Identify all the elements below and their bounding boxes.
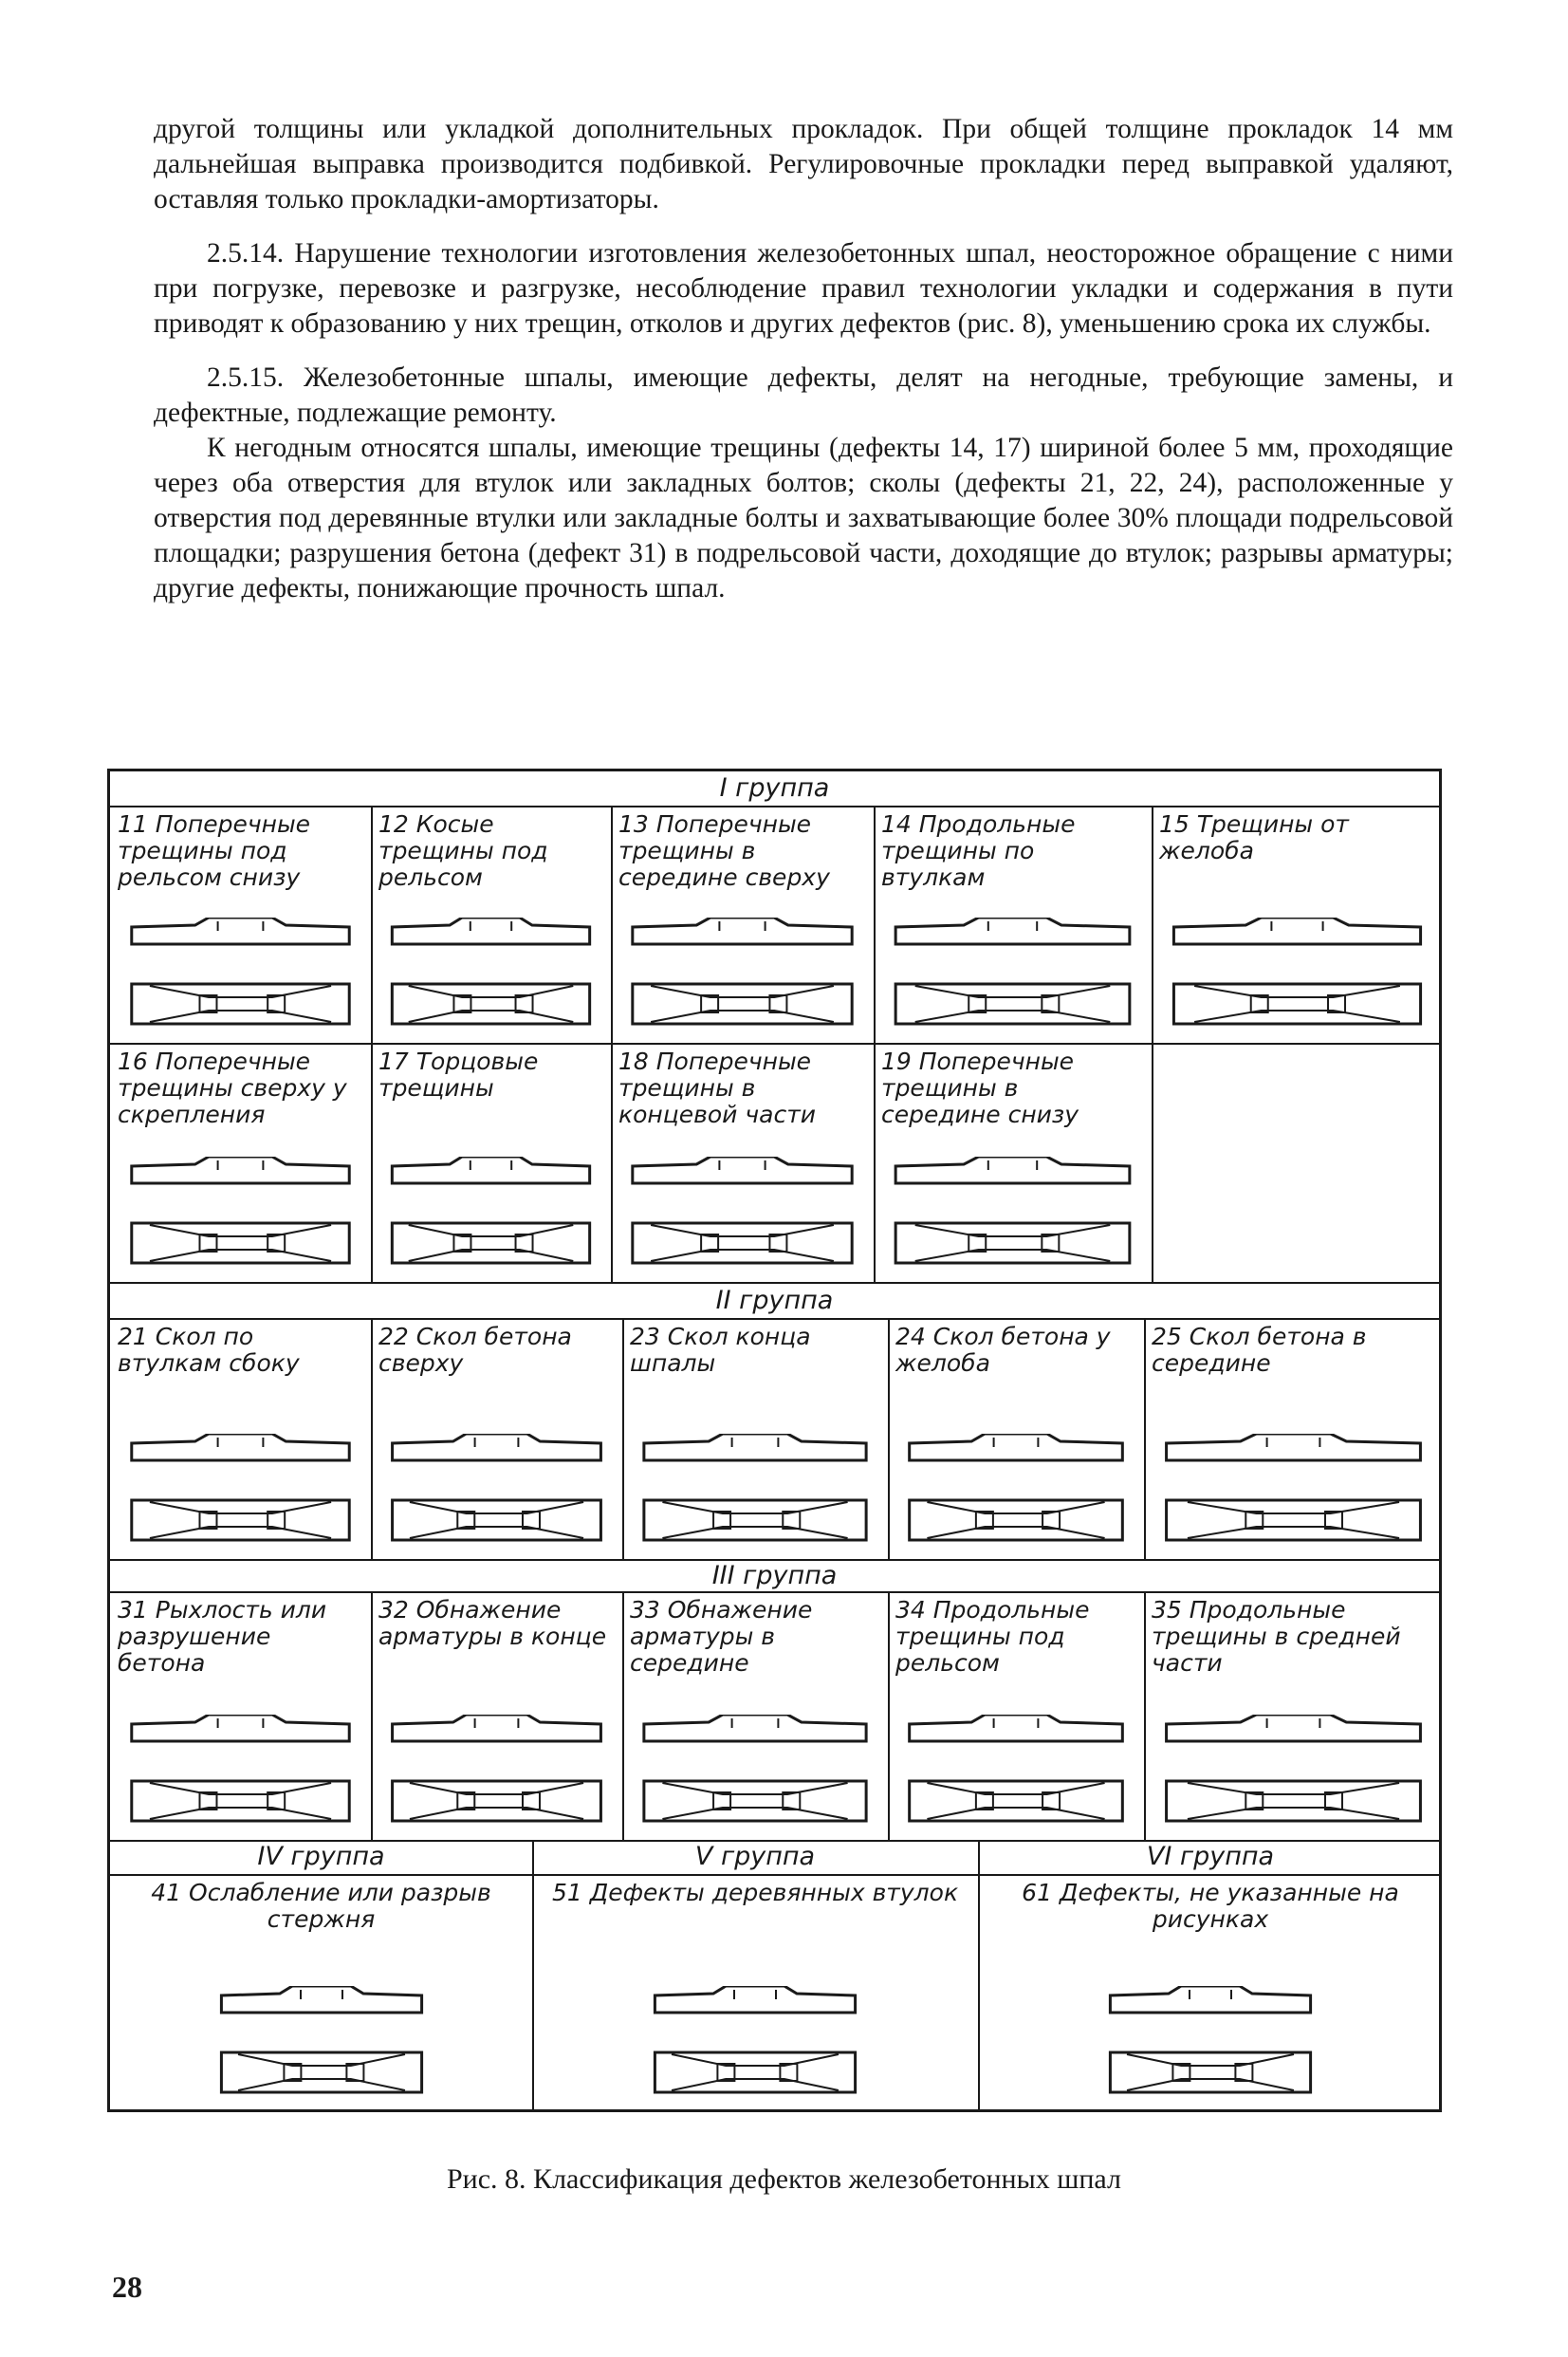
defect-label: 34 Продольные трещины под рельсом	[895, 1596, 1090, 1677]
tie-taper-lines	[1188, 1783, 1399, 1819]
sleeper-drawing	[905, 1715, 1127, 1838]
tie-taper-lines	[1127, 2054, 1294, 2090]
defect-label: 18 Поперечные трещины в концевой части	[618, 1048, 817, 1128]
defect-label: 14 Продольные трещины по втулкам	[881, 810, 1076, 891]
defect-cell	[371, 1043, 611, 1282]
sleeper-drawing	[388, 918, 594, 1041]
defect-cell	[622, 1591, 888, 1840]
tie-taper-lines	[150, 1225, 331, 1261]
tie-side-view	[393, 1434, 601, 1460]
tie-taper-lines	[238, 2054, 405, 2090]
sleeper-drawing	[1106, 1986, 1315, 2109]
defects-figure	[107, 769, 1442, 2112]
group-1-header: I группа	[719, 773, 830, 803]
sleeper-drawing	[639, 1715, 871, 1838]
tie-side-view	[132, 1715, 349, 1741]
tie-side-view	[132, 1434, 349, 1460]
defect-cell	[611, 1043, 874, 1282]
tie-taper-lines	[651, 986, 834, 1022]
tie-plan-view	[895, 984, 1130, 1024]
defect-cell	[371, 806, 611, 1043]
defect-label: 31 Рыхлость или разрушение бетона	[118, 1596, 327, 1677]
tie-plan-view	[392, 984, 589, 1024]
tie-plan-view	[1167, 1781, 1421, 1821]
sleeper-drawing	[127, 1434, 354, 1557]
tie-taper-lines	[410, 1783, 583, 1819]
tie-side-view	[132, 1157, 349, 1183]
sleeper-drawing	[127, 1715, 354, 1838]
group-6-header: VI группа	[1146, 1842, 1275, 1871]
tie-taper-lines	[409, 986, 574, 1022]
defect-label: 19 Поперечные трещины в середине снизу	[881, 1048, 1079, 1128]
tie-plan-view	[393, 1500, 601, 1540]
tie-plan-view	[644, 1500, 866, 1540]
tie-side-view	[895, 1157, 1130, 1183]
tie-side-view	[895, 918, 1130, 944]
paragraph-3: 2.5.15. Железобетонные шпалы, имеющие дефекты, делят на негодные, требующие замены, и дефектные, подлежащие ремонту.	[154, 362, 1453, 428]
defect-label: 35 Продольные трещины в средней части	[1152, 1596, 1401, 1677]
tie-side-view	[655, 1986, 855, 2013]
tie-plan-view	[1173, 984, 1420, 1024]
tie-taper-lines	[672, 2054, 839, 2090]
tie-side-view	[910, 1434, 1123, 1460]
sleeper-drawing	[628, 1157, 857, 1280]
tie-plan-view	[132, 1781, 349, 1821]
tie-plan-view	[132, 1500, 349, 1540]
defect-cell	[888, 1318, 1144, 1559]
defect-label: 41 Ослабление или разрыв стержня	[151, 1879, 491, 1933]
group-3-header: III группа	[711, 1561, 838, 1590]
tie-plan-view	[910, 1500, 1123, 1540]
sleeper-drawing	[651, 1986, 859, 2109]
tie-plan-view	[393, 1781, 601, 1821]
tie-taper-lines	[915, 986, 1111, 1022]
tie-side-view	[633, 1157, 852, 1183]
paragraph-1: другой толщины или укладкой дополнительных прокладок. При общей толщине прокладок 14 мм дальнейшая выправка производится подбивкой. Регулировочные прокладки перед выправкой удаляют, оставляя только прокладки-амортизаторы.	[154, 114, 1453, 214]
defect-cell	[874, 806, 1152, 1043]
defect-cell	[371, 1591, 622, 1840]
defect-cell	[611, 806, 874, 1043]
tie-taper-lines	[410, 1502, 583, 1538]
sleeper-drawing	[639, 1434, 871, 1557]
tie-plan-view	[221, 2052, 421, 2092]
defect-cell	[1144, 1591, 1443, 1840]
tie-plan-view	[132, 1223, 349, 1263]
tie-side-view	[1173, 918, 1420, 944]
paragraph-4: К негодным относятся шпалы, имеющие трещины (дефекты 14, 17) шириной более 5 мм, проходящие через оба отверстия для втулок или закладных болтов; сколы (дефекты 21, 22, 24), расположенные у отверстия под деревянные втулки или закладные болты и захватывающие более 30% площади подрельсовой площадки; разрушения бетона (дефект 31) в подрельсовой части, доходящие до втулок; разрывы арматуры; другие дефекты, понижающие прочность шпал.	[154, 433, 1453, 603]
tie-plan-view	[1110, 2052, 1310, 2092]
tie-side-view	[644, 1434, 866, 1460]
defect-label: 16 Поперечные трещины сверху у скрепления	[118, 1048, 347, 1128]
sleeper-drawing	[388, 1715, 605, 1838]
tie-plan-view	[644, 1781, 866, 1821]
tie-taper-lines	[1194, 986, 1400, 1022]
tie-taper-lines	[150, 986, 331, 1022]
group-5-header: V группа	[694, 1842, 816, 1871]
page-number: 28	[112, 2270, 142, 2304]
group-2-header: II группа	[715, 1286, 834, 1315]
tie-plan-view	[1167, 1500, 1421, 1540]
sleeper-drawing	[1161, 1434, 1426, 1557]
tie-side-view	[221, 1986, 421, 2013]
sleeper-drawing	[127, 1157, 354, 1280]
defect-cell	[1152, 806, 1443, 1043]
sleeper-drawing	[1161, 1715, 1426, 1838]
tie-side-view	[1167, 1434, 1421, 1460]
tie-side-view	[1167, 1715, 1421, 1741]
defect-label: 25 Скол бетона в середине	[1152, 1323, 1367, 1377]
defect-cell	[110, 1591, 371, 1840]
tie-side-view	[910, 1715, 1123, 1741]
defect-label: 13 Поперечные трещины в середине сверху	[618, 810, 830, 891]
tie-plan-view	[895, 1223, 1130, 1263]
defect-label: 12 Косые трещины под рельсом	[378, 810, 548, 891]
tie-plan-view	[132, 984, 349, 1024]
defect-label: 32 Обнажение арматуры в конце	[378, 1596, 607, 1650]
defect-cell	[888, 1591, 1144, 1840]
tie-side-view	[132, 918, 349, 944]
defect-label: 21 Скол по втулкам сбоку	[118, 1323, 300, 1377]
tie-side-view	[1110, 1986, 1310, 2013]
defect-cell	[371, 1318, 622, 1559]
sleeper-drawing	[628, 918, 857, 1041]
body-text	[154, 112, 1453, 625]
defect-label: 24 Скол бетона у желоба	[895, 1323, 1111, 1377]
tie-taper-lines	[927, 1783, 1104, 1819]
tie-taper-lines	[409, 1225, 574, 1261]
defect-label: 17 Торцовые трещины	[378, 1048, 539, 1102]
figure-caption: Рис. 8. Классификация дефектов железобетонных шпал	[447, 2163, 1121, 2195]
tie-taper-lines	[150, 1783, 331, 1819]
tie-taper-lines	[915, 1225, 1111, 1261]
tie-side-view	[644, 1715, 866, 1741]
defect-cell	[532, 1874, 978, 2111]
tie-taper-lines	[662, 1783, 847, 1819]
tie-side-view	[392, 918, 589, 944]
tie-taper-lines	[1188, 1502, 1399, 1538]
tie-plan-view	[910, 1781, 1123, 1821]
group-4-header: IV группа	[257, 1842, 385, 1871]
tie-side-view	[633, 918, 852, 944]
defect-label: 33 Обнажение арматуры в середине	[630, 1596, 813, 1677]
tie-taper-lines	[651, 1225, 834, 1261]
defect-label: 11 Поперечные трещины под рельсом снизу	[118, 810, 311, 891]
paragraph-2: 2.5.14. Нарушение технологии изготовления железобетонных шпал, неосторожное обращение с ними при погрузке, перевозке и разгрузке, несоблюдение правил технологии укладки и содержания в пути приводят к образованию у них трещин, отколов и других дефектов (рис. 8), уменьшению срока их службы.	[154, 238, 1453, 339]
tie-plan-view	[655, 2052, 855, 2092]
tie-taper-lines	[662, 1502, 847, 1538]
defect-cell	[1144, 1318, 1443, 1559]
sleeper-drawing	[388, 1157, 594, 1280]
defect-cell	[110, 1874, 532, 2111]
tie-side-view	[393, 1715, 601, 1741]
defect-label: 23 Скол конца шпалы	[630, 1323, 811, 1377]
defect-cell	[978, 1874, 1443, 2111]
defect-cell	[110, 1318, 371, 1559]
tie-taper-lines	[927, 1502, 1104, 1538]
tie-side-view	[392, 1157, 589, 1183]
defect-cell	[110, 1043, 371, 1282]
defect-cell	[110, 806, 371, 1043]
defect-label: 22 Скол бетона сверху	[378, 1323, 572, 1377]
sleeper-drawing	[891, 918, 1134, 1041]
sleeper-drawing	[905, 1434, 1127, 1557]
defect-label: 61 Дефекты, не указанные на рисунках	[1022, 1879, 1399, 1933]
tie-plan-view	[633, 1223, 852, 1263]
defect-cell	[622, 1318, 888, 1559]
defect-cell	[874, 1043, 1152, 1282]
sleeper-drawing	[891, 1157, 1134, 1280]
sleeper-drawing	[127, 918, 354, 1041]
tie-plan-view	[392, 1223, 589, 1263]
defect-label: 15 Трещины от желоба	[1159, 810, 1349, 864]
sleeper-drawing	[388, 1434, 605, 1557]
sleeper-drawing	[217, 1986, 426, 2109]
tie-taper-lines	[150, 1502, 331, 1538]
defect-label: 51 Дефекты деревянных втулок	[551, 1879, 959, 1906]
sleeper-drawing	[1169, 918, 1426, 1041]
tie-plan-view	[633, 984, 852, 1024]
